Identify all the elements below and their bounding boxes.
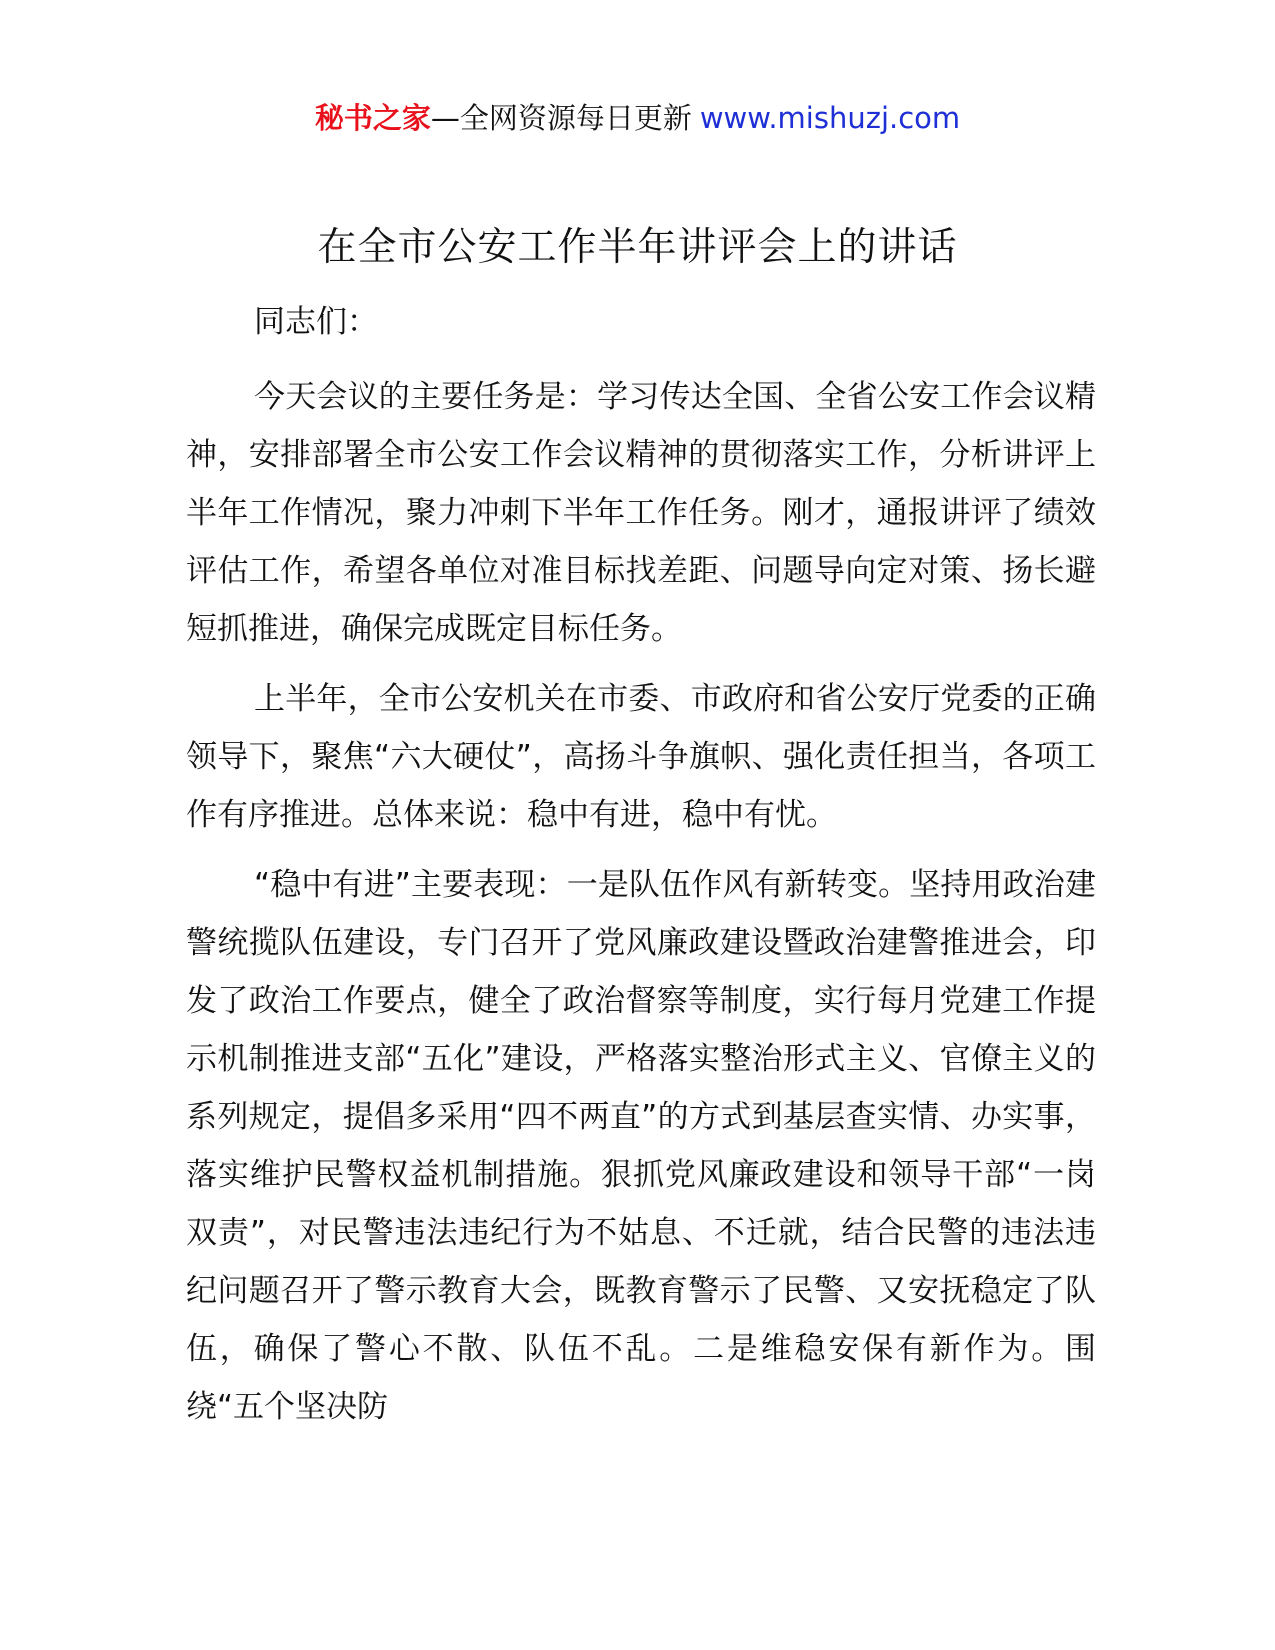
header-tagline: —全网资源每日更新 xyxy=(430,101,692,135)
brand-name: 秘书之家 xyxy=(314,101,431,135)
paragraph: 今天会议的主要任务是：学习传达全国、全省公安工作会议精神，安排部署全市公安工作会议精神的贯彻落实工作，分析讲评上半年工作情况，聚力冲刺下半年工作任务。刚才，通报讲评了绩效评估工作，希望各单位对准目标找差距、问题导向定对策、扬长避短抓推进，确保完成既定目标任务。 xyxy=(186,379,1096,647)
paragraph: 上半年，全市公安机关在市委、市政府和省公安厅党委的正确领导下，聚焦“六大硬仗”，高扬斗争旗帜、强化责任担当，各项工作有序推进。总体来说：稳中有进，稳中有忧。 xyxy=(186,681,1096,833)
paragraph: “稳中有进”主要表现：一是队伍作风有新转变。坚持用政治建警统揽队伍建设，专门召开了党风廉政建设暨政治建警推进会，印发了政治工作要点，健全了政治督察等制度，实行每月党建工作提示机制推进支部“五化”建设，严格落实整治形式主义、官僚主义的系列规定，提倡多采用“四不两直”的方式到基层查实情、办实事，落实维护民警权益机制措施。狠抓党风廉政建设和领导干部“一岗双责”，对民警违法违纪行为不姑息、不迁就，结合民警的违法违纪问题召开了警示教育大会，既教育警示了民警、又安抚稳定了队伍，确保了警心不散、队伍不乱。二是维稳安保有新作为。围绕“五个坚决防 xyxy=(186,867,1096,1425)
document-body xyxy=(186,300,1096,1448)
salutation: 同志们： xyxy=(254,304,378,340)
site-url-link[interactable]: www.mishuzj.com xyxy=(699,101,961,135)
site-header xyxy=(0,98,1275,138)
document-title: 在全市公安工作半年讲评会上的讲话 xyxy=(317,225,958,270)
